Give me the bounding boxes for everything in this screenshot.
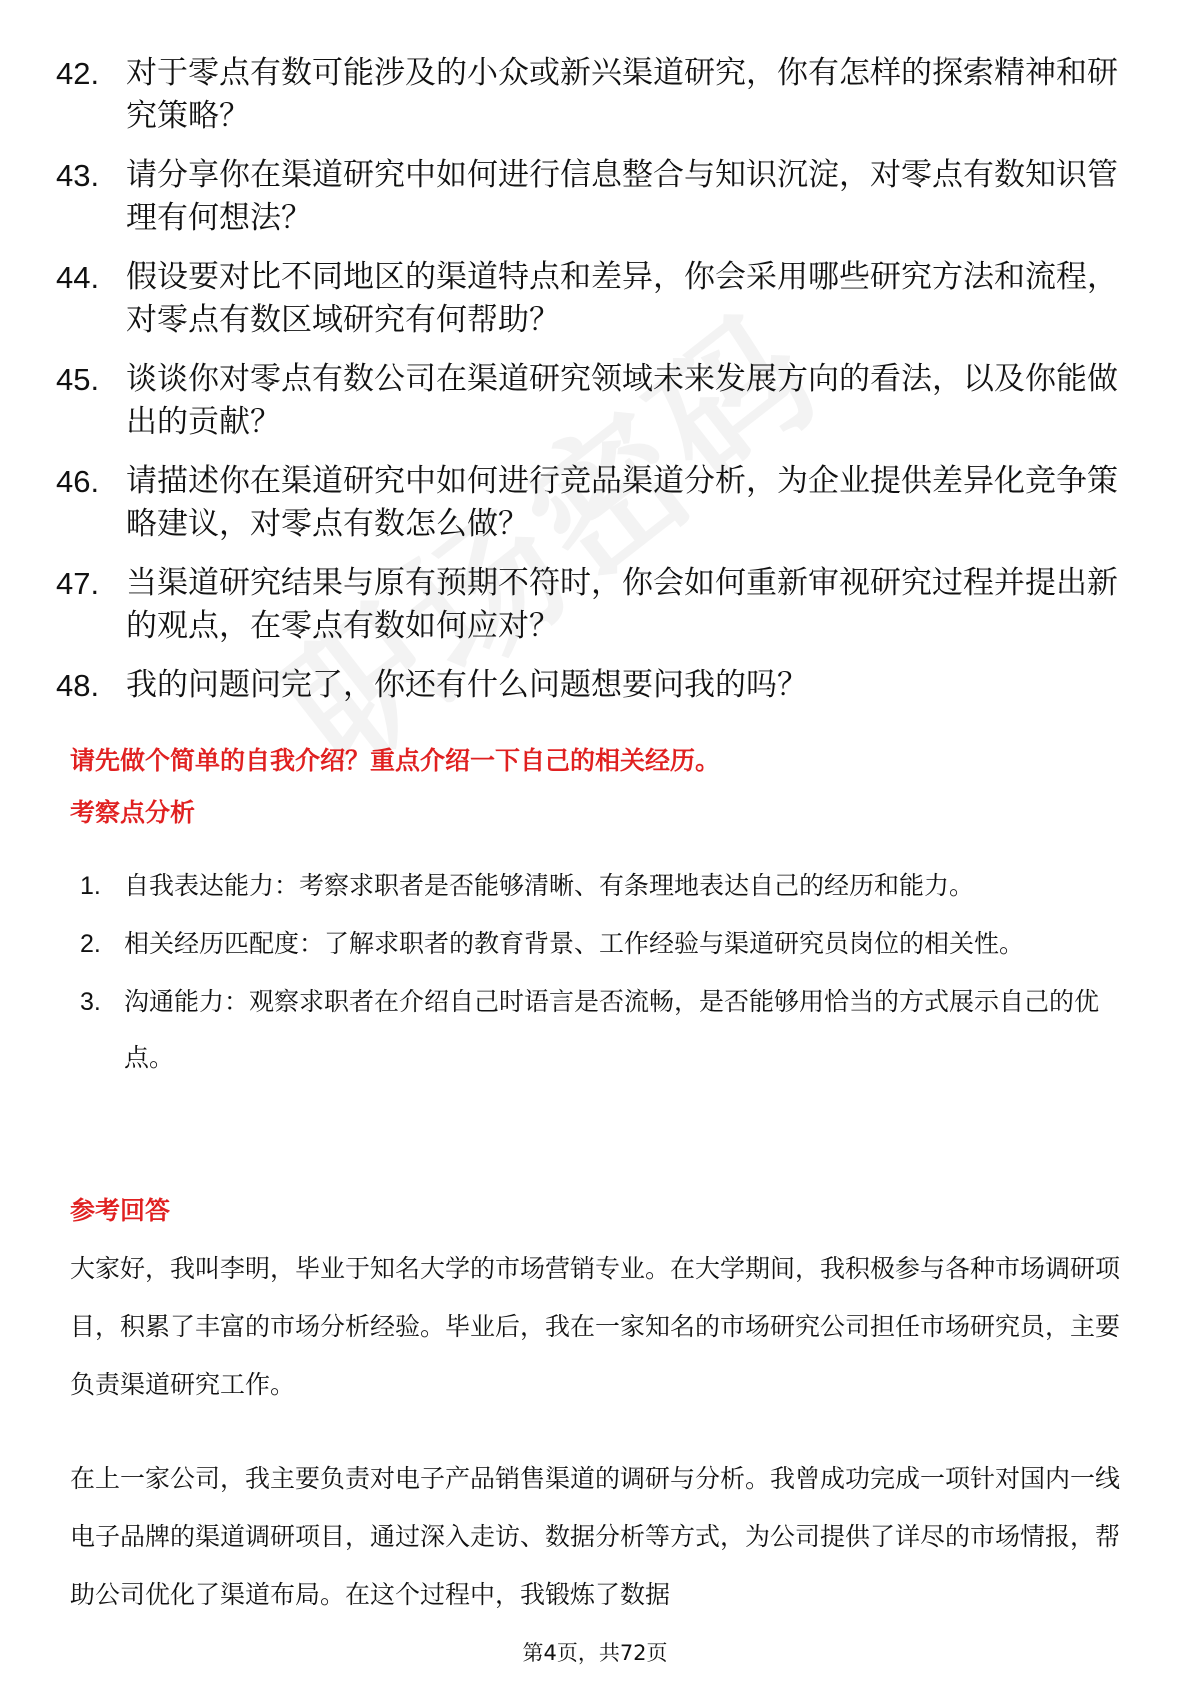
question-number: 48. <box>56 668 100 703</box>
question-number: 47. <box>56 566 100 601</box>
analysis-text: 自我表达能力：考察求职者是否能够清晰、有条理地表达自己的经历和能力。 <box>124 871 975 900</box>
analysis-list <box>80 858 1120 1088</box>
question-text: 我的问题问完了，你还有什么问题想要问我的吗？ <box>126 667 808 703</box>
question-number: 45. <box>56 362 100 397</box>
question-number: 43. <box>56 158 100 193</box>
answer-heading: 参考回答 <box>70 1196 171 1225</box>
question-item <box>56 562 1136 648</box>
question-item <box>56 358 1136 444</box>
question-number: 46. <box>56 464 100 499</box>
question-item <box>56 664 1136 707</box>
question-item <box>56 460 1136 546</box>
answer-paragraph: 大家好，我叫李明，毕业于知名大学的市场营销专业。在大学期间，我积极参与各种市场调研项目，积累了丰富的市场分析经验。毕业后，我在一家知名的市场研究公司担任市场研究员，主要负责渠道研究工作。 <box>70 1254 1121 1399</box>
question-item <box>56 256 1136 342</box>
question-number: 44. <box>56 260 100 295</box>
question-text: 当渠道研究结果与原有预期不符时，你会如何重新审视研究过程并提出新的观点，在零点有数如何应对？ <box>126 565 1118 644</box>
answer-paragraph: 在上一家公司，我主要负责对电子产品销售渠道的调研与分析。我曾成功完成一项针对国内一线电子品牌的渠道调研项目，通过深入走访、数据分析等方式，为公司提供了详尽的市场情报，帮助公司优化了渠道布局。在这个过程中，我锻炼了数据 <box>70 1464 1121 1609</box>
analysis-heading: 考察点分析 <box>70 798 196 827</box>
question-text: 请分享你在渠道研究中如何进行信息整合与知识沉淀，对零点有数知识管理有何想法？ <box>126 157 1118 236</box>
analysis-text: 沟通能力：观察求职者在介绍自己时语言是否流畅，是否能够用恰当的方式展示自己的优点。 <box>124 987 1100 1072</box>
question-item <box>56 52 1136 138</box>
analysis-item <box>80 974 1120 1086</box>
question-text: 谈谈你对零点有数公司在渠道研究领域未来发展方向的看法，以及你能做出的贡献？ <box>126 361 1118 440</box>
question-text: 假设要对比不同地区的渠道特点和差异，你会采用哪些研究方法和流程，对零点有数区域研究有何帮助？ <box>126 259 1118 338</box>
analysis-item <box>80 858 1120 914</box>
question-item <box>56 154 1136 240</box>
analysis-number: 2. <box>80 930 101 958</box>
analysis-number: 1. <box>80 872 101 900</box>
analysis-number: 3. <box>80 988 101 1016</box>
interview-question-heading: 请先做个简单的自我介绍？重点介绍一下自己的相关经历。 <box>70 746 721 775</box>
question-number: 42. <box>56 56 100 91</box>
question-text: 请描述你在渠道研究中如何进行竞品渠道分析，为企业提供差异化竞争策略建议，对零点有数怎么做？ <box>126 463 1118 542</box>
analysis-text: 相关经历匹配度：了解求职者的教育背景、工作经验与渠道研究员岗位的相关性。 <box>124 929 1025 958</box>
analysis-item <box>80 916 1120 972</box>
question-text: 对于零点有数可能涉及的小众或新兴渠道研究，你有怎样的探索精神和研究策略？ <box>126 55 1118 134</box>
question-list <box>56 52 1136 723</box>
page-number: 第4页，共72页 <box>522 1641 668 1665</box>
